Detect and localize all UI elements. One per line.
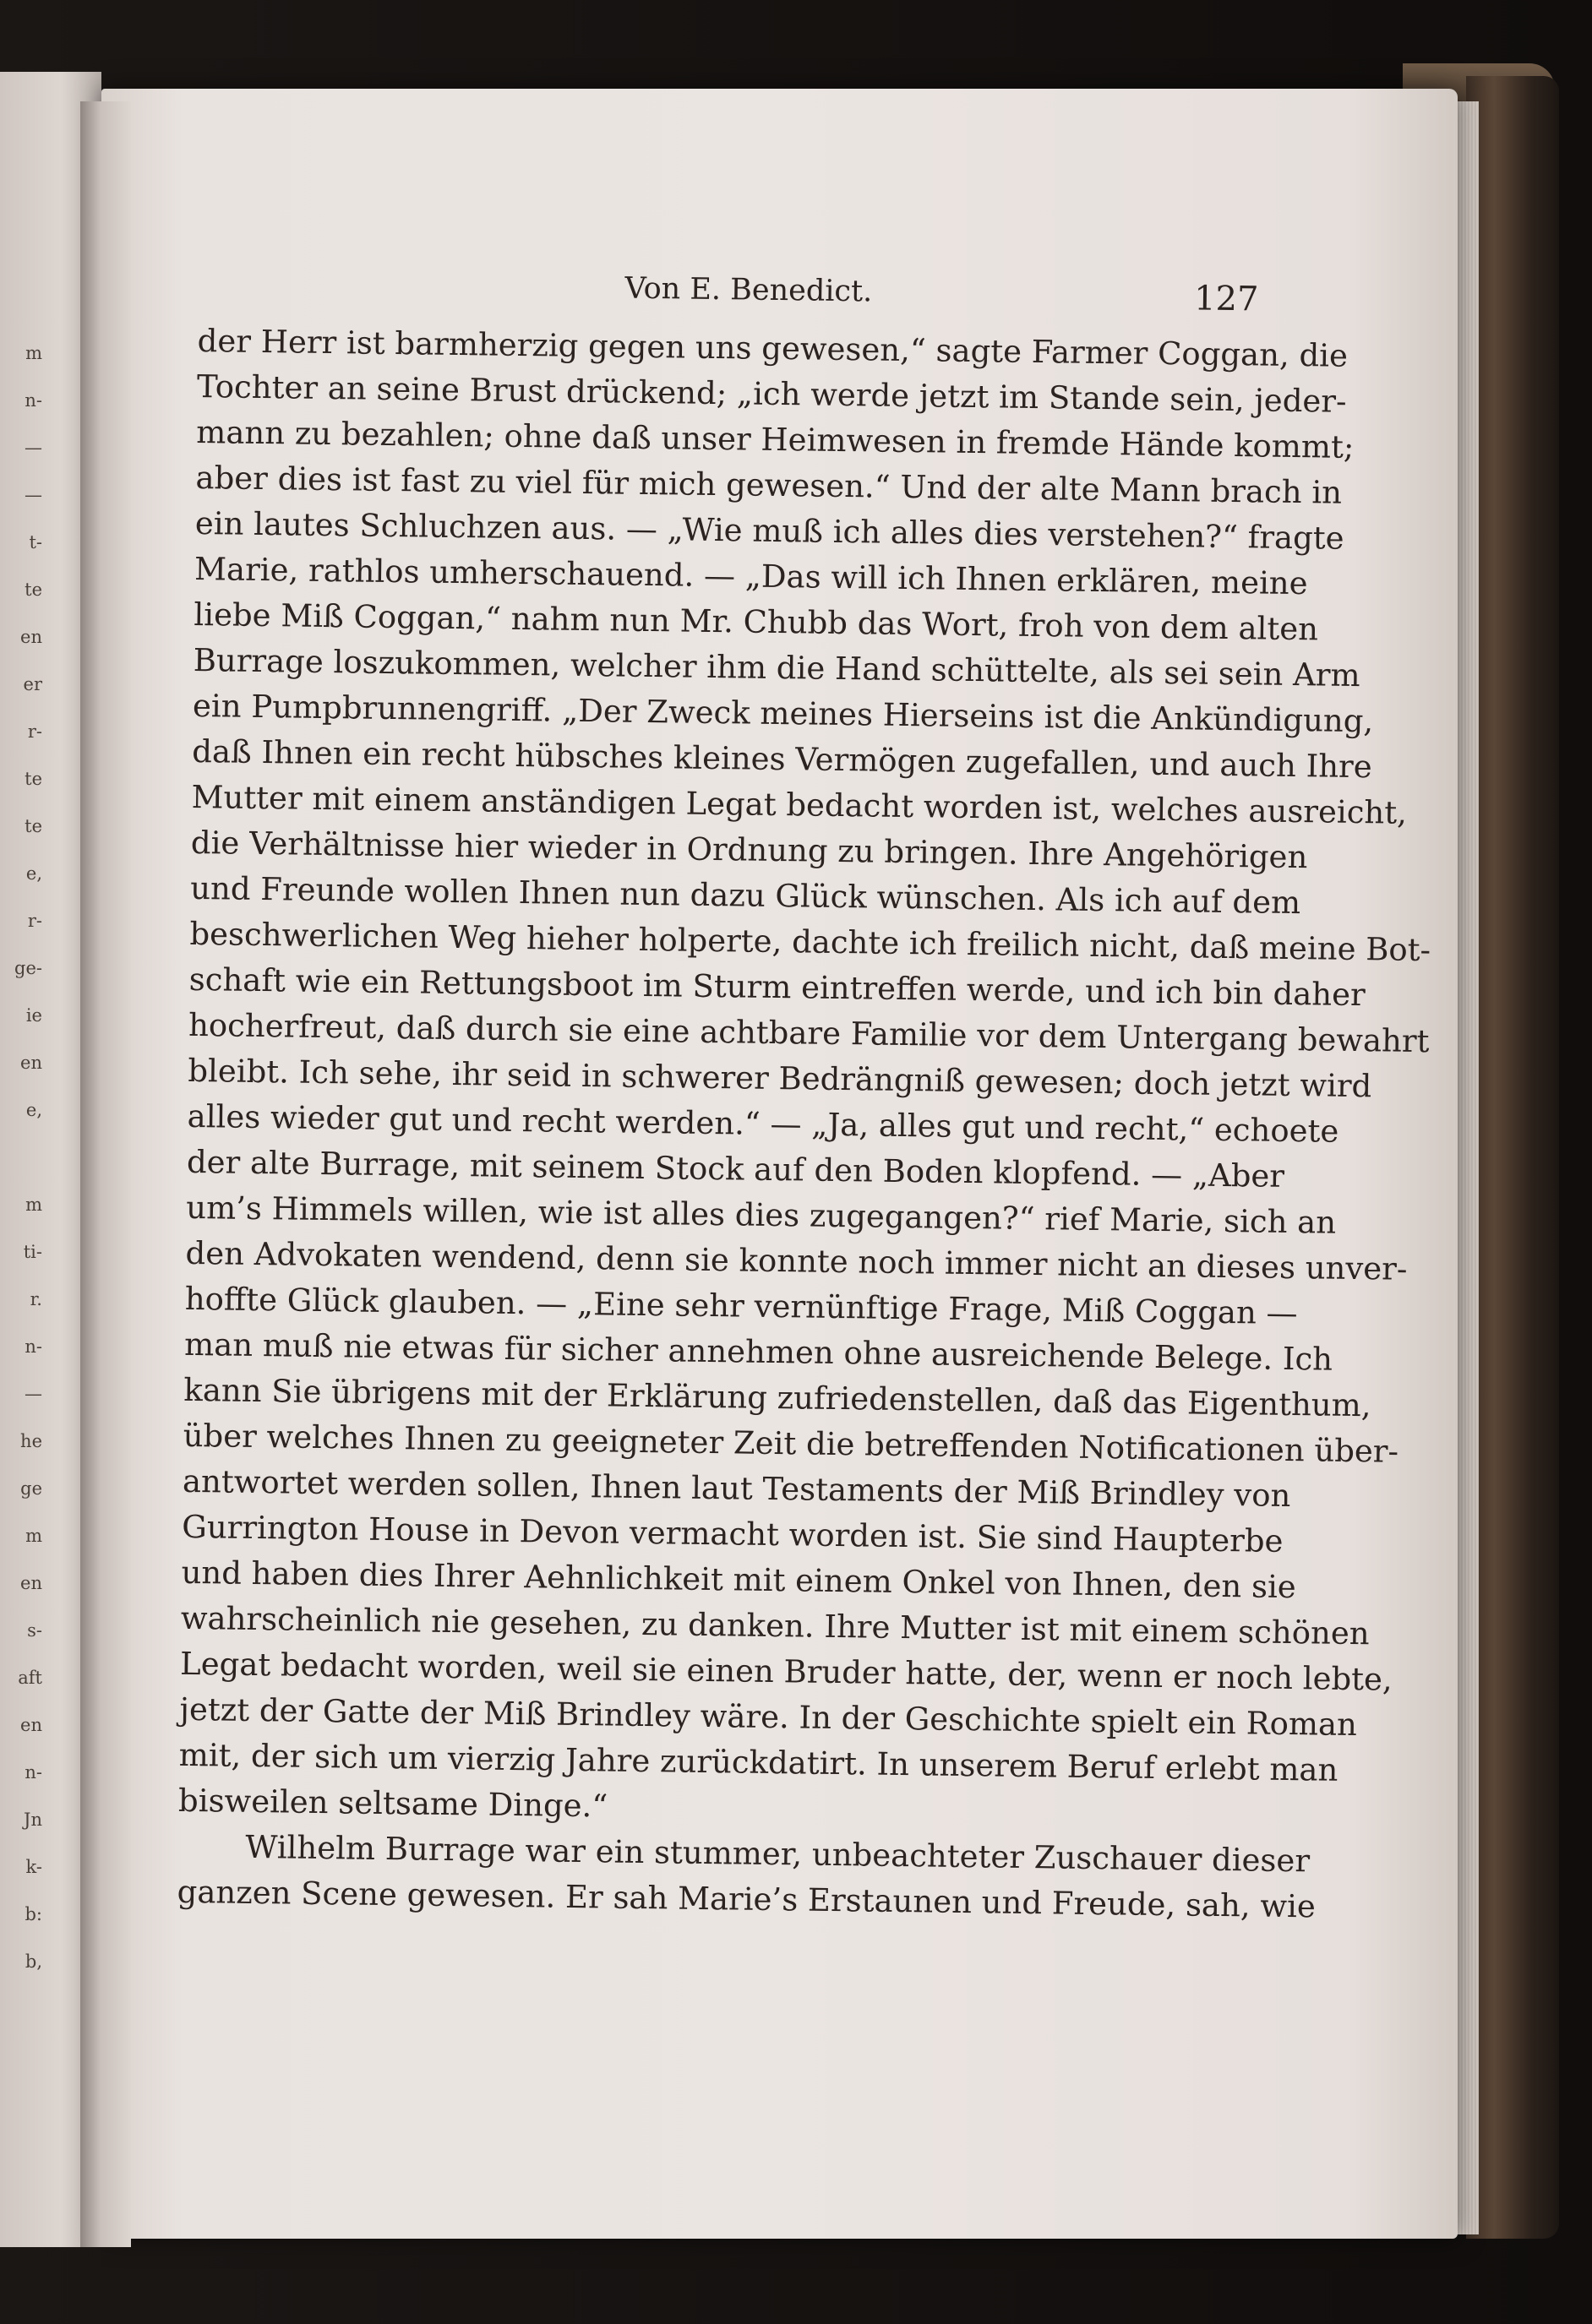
text-line: man muß nie etwas für sicher annehmen ohne ausreichende Belege. Ich xyxy=(183,1325,1333,1378)
text-line: über welches Ihnen zu geeigneter Zeit die betreffenden Notificationen über- xyxy=(183,1417,1399,1470)
text-line: die Verhältnisse hier wieder in Ordnung zu bringen. Ihre Angehörigen xyxy=(190,824,1308,876)
margin-fragment: e, xyxy=(25,863,42,884)
margin-fragment xyxy=(0,1134,42,1181)
margin-fragment: r- xyxy=(27,721,42,742)
text-line: hoffte Glück glauben. — „Eine sehr vernünftige Frage, Miß Coggan — xyxy=(184,1280,1298,1332)
margin-fragment: — xyxy=(25,485,42,505)
margin-fragment: n- xyxy=(25,390,42,411)
margin-fragment: ti- xyxy=(23,1242,42,1262)
text-line: Gurrington House in Devon vermacht worden ist. Sie sind Haupterbe xyxy=(182,1508,1284,1559)
text-line: liebe Miß Coggan,“ nahm nun Mr. Chubb das Wort, froh von dem alten xyxy=(194,596,1319,648)
margin-fragment: n- xyxy=(25,1336,42,1357)
text-line: bisweilen seltsame Dinge.“ xyxy=(177,1782,608,1825)
margin-fragment: en xyxy=(20,1053,42,1073)
text-line: der alte Burrage, mit seinem Stock auf den Boden klopfend. — „Aber xyxy=(186,1143,1285,1195)
margin-fragment: — xyxy=(25,438,42,458)
margin-fragment: k- xyxy=(25,1857,42,1877)
margin-fragment: m xyxy=(25,343,42,363)
margin-fragment: n- xyxy=(25,1762,42,1782)
margin-fragment: t- xyxy=(29,532,42,552)
margin-fragment: r- xyxy=(27,911,42,931)
text-line: aber dies ist fast zu viel für mich gewesen.“ Und der alte Mann brach in xyxy=(195,459,1343,511)
text-line: Burrage loszukommen, welcher ihm die Hand schüttelte, als sei sein Arm xyxy=(193,641,1360,694)
body-text xyxy=(177,318,1431,1929)
text-line: Legat bedacht worden, weil sie einen Bruder hatte, der, wenn er noch lebte, xyxy=(179,1645,1393,1698)
text-line: antwortet werden sollen, Ihnen laut Testaments der Miß Brindley von xyxy=(182,1462,1291,1515)
margin-fragment: b, xyxy=(25,1951,42,1972)
text-line: hocherfreut, daß durch sie eine achtbare Familie vor dem Untergang bewahrt xyxy=(188,1006,1430,1060)
margin-fragment: te xyxy=(25,580,42,600)
text-line: schaft wie ein Rettungsboot im Sturm eintreffen werde, und ich bin daher xyxy=(188,961,1366,1014)
margin-fragment: Jn xyxy=(24,1810,42,1830)
page-number: 127 xyxy=(1193,279,1259,319)
margin-fragment: en xyxy=(20,1715,42,1735)
margin-fragment: e, xyxy=(25,1100,42,1120)
book-gutter xyxy=(80,101,131,2247)
margin-fragment: en xyxy=(20,627,42,647)
book-cover-edge xyxy=(1466,76,1559,2239)
text-line: ein Pumpbrunnengriff. „Der Zweck meines Hierseins ist die Ankündigung, xyxy=(192,687,1374,740)
margin-fragment: ge xyxy=(20,1478,42,1499)
margin-fragment: ie xyxy=(25,1005,42,1026)
text-line: kann Sie übrigens mit der Erklärung zufriedenstellen, daß das Eigenthum, xyxy=(183,1371,1371,1424)
margin-fragment: te xyxy=(25,769,42,789)
text-line: Marie, rathlos umherschauend. — „Das will ich Ihnen erklären, meine xyxy=(194,550,1308,602)
running-head: Von E. Benedict. xyxy=(624,271,873,309)
margin-fragment: m xyxy=(25,1526,42,1546)
margin-fragment: s- xyxy=(27,1620,42,1641)
text-line: mann zu bezahlen; ohne daß unser Heimwesen in fremde Hände kommt; xyxy=(196,413,1355,465)
margin-fragment: ge- xyxy=(14,958,42,978)
text-line: beschwerlichen Weg hieher holperte, dachte ich freilich nicht, daß meine Bot- xyxy=(189,915,1431,969)
text-line: den Advokaten wendend, denn sie konnte noch immer nicht an dieses unver- xyxy=(185,1234,1408,1287)
text-line: um’s Himmels willen, wie ist alles dies zugegangen?“ rief Marie, sich an xyxy=(185,1189,1337,1241)
left-page-text-fragments xyxy=(0,329,42,1985)
margin-fragment: en xyxy=(20,1573,42,1593)
margin-fragment: m xyxy=(25,1195,42,1215)
margin-fragment: r. xyxy=(30,1289,42,1309)
margin-fragment: te xyxy=(25,816,42,836)
margin-fragment: aft xyxy=(18,1668,42,1688)
text-line: alles wieder gut und recht werden.“ — „Ja, alles gut und recht,“ echoete xyxy=(187,1097,1339,1150)
text-line: ganzen Scene gewesen. Er sah Marie’s Erstaunen und Freude, sah, wie xyxy=(177,1873,1317,1925)
text-line: jetzt der Gatte der Miß Brindley wäre. In der Geschichte spielt ein Roman xyxy=(179,1690,1358,1744)
text-line: Mutter mit einem anständigen Legat bedacht worden ist, welches ausreicht, xyxy=(191,778,1408,831)
text-line: ein lautes Schluchzen aus. — „Wie muß ich alles dies verstehen?“ fragte xyxy=(194,504,1344,557)
text-line: mit, der sich um vierzig Jahre zurückdatirt. In unserem Beruf erlebt man xyxy=(178,1736,1338,1788)
text-line: daß Ihnen ein recht hübsches kleines Vermögen zugefallen, und auch Ihre xyxy=(192,732,1372,786)
text-line: und haben dies Ihrer Aehnlichkeit mit einem Onkel von Ihnen, den sie xyxy=(181,1554,1296,1606)
text-line: der Herr ist barmherzig gegen uns gewesen,“ sagte Farmer Coggan, die xyxy=(197,322,1349,374)
margin-fragment: — xyxy=(25,1384,42,1404)
text-line: Tochter an seine Brust drückend; „ich werde jetzt im Stande sein, jeder- xyxy=(196,367,1347,420)
text-line: wahrscheinlich nie gesehen, zu danken. Ihre Mutter ist mit einem schönen xyxy=(180,1599,1370,1652)
margin-fragment: b: xyxy=(25,1904,42,1924)
text-line: bleibt. Ich sehe, ihr seid in schwerer Bedrängniß gewesen; doch jetzt wird xyxy=(188,1052,1372,1105)
text-line: Wilhelm Burrage war ein stummer, unbeachteter Zuschauer dieser xyxy=(245,1828,1311,1880)
text-line: und Freunde wollen Ihnen nun dazu Glück wünschen. Als ich auf dem xyxy=(189,869,1301,922)
margin-fragment: he xyxy=(20,1431,42,1451)
margin-fragment: er xyxy=(23,674,42,694)
